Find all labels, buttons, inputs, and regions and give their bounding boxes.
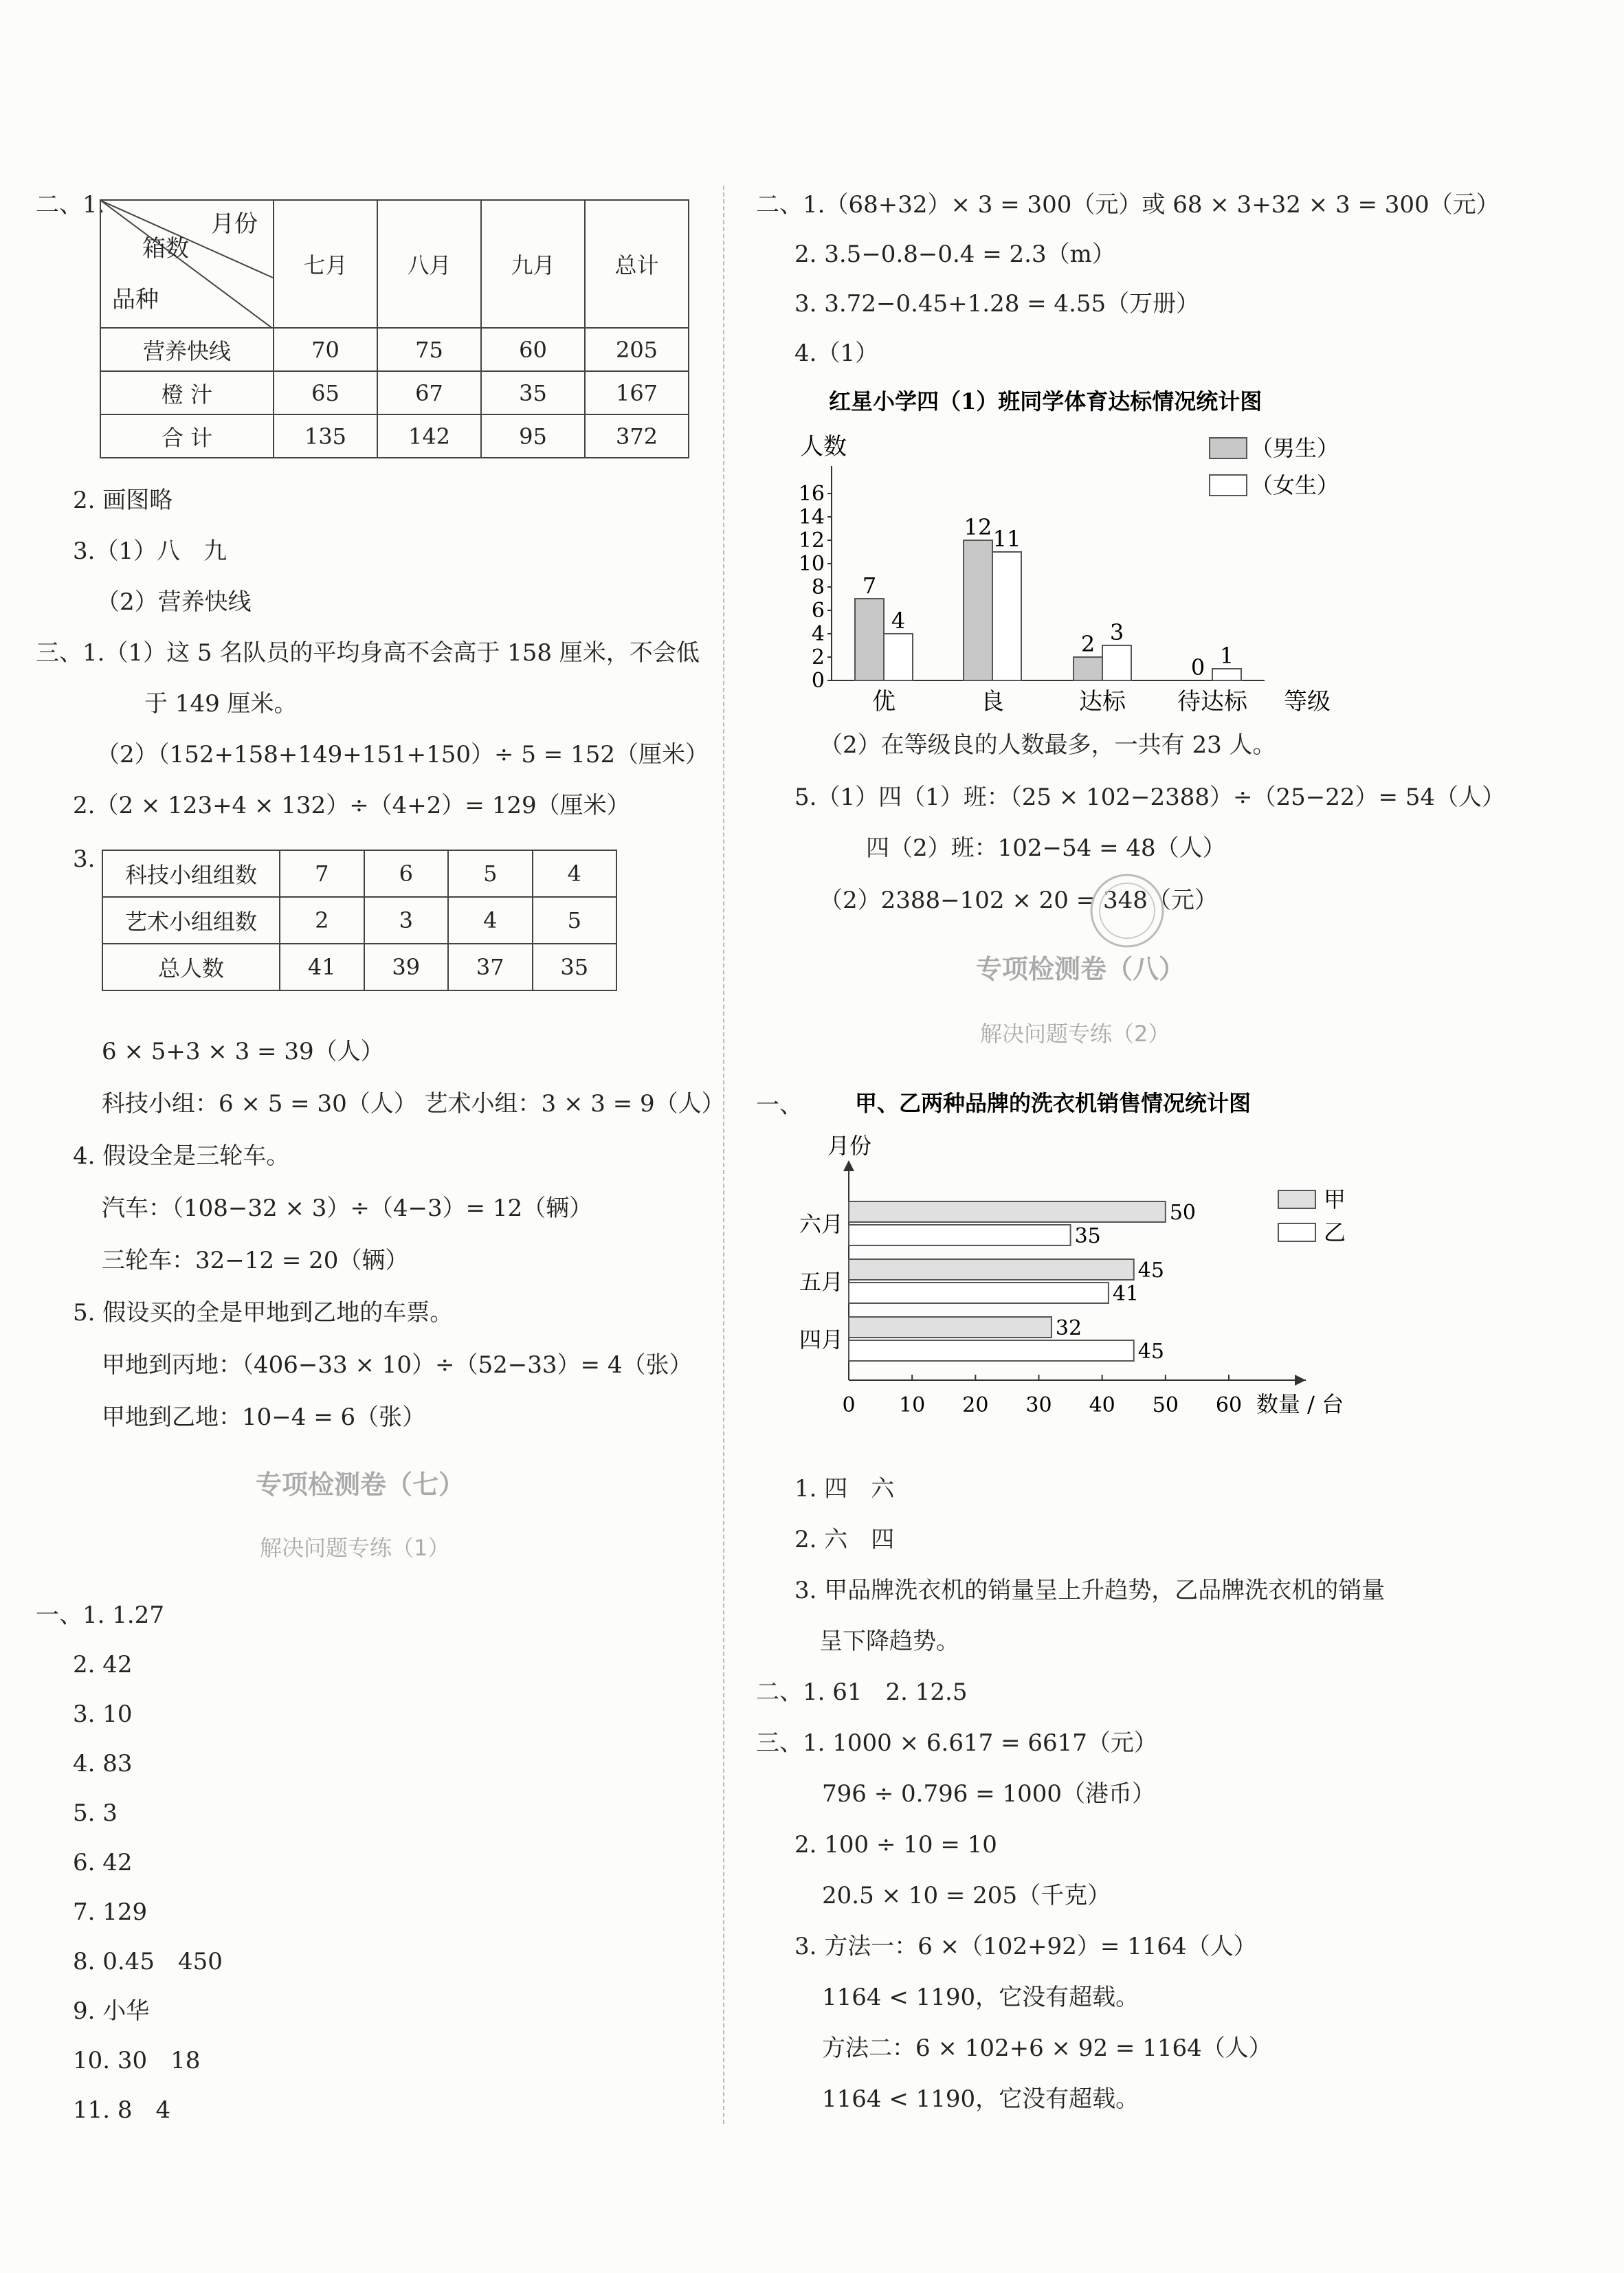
x-axis-arrow [1295,1375,1306,1386]
category-label: 四月 [799,1327,843,1353]
answer-line: 10. 30 18 [73,2047,201,2074]
answer-line: 9. 小华 [73,1997,150,2025]
legend-swatch-boys [1210,438,1247,458]
table-row [102,897,616,944]
bar [849,1283,1109,1303]
answer-line: 796 ÷ 0.796 = 1000（港币） [822,1780,1155,1808]
fitness-bar-chart [783,381,1347,718]
legend-swatch-girls [1210,475,1247,496]
chart-title: 甲、乙两种品牌的洗衣机销售情况统计图 [855,1090,1252,1116]
table-cell: 372 [585,414,689,458]
answer-line: 7. 129 [73,1898,148,1926]
table-row [100,414,689,458]
table-row [100,371,689,414]
bar [1212,669,1241,680]
answer-line: 3. 3.72−0.45+1.28 = 4.55（万册） [794,290,1200,318]
row-label: 艺术小组组数 [102,897,280,944]
table-cell: 37 [448,944,533,990]
answer-line: （2）（152+158+149+151+150）÷ 5 = 152（厘米） [96,741,709,768]
answer-line: （2）2388−102 × 20 = 348（元） [819,887,1218,914]
row-label: 营养快线 [100,328,274,371]
y-tick-label: 8 [811,575,825,599]
bar [849,1317,1052,1338]
row-label: 科技小组组数 [102,850,280,897]
table-cell: 39 [364,944,449,990]
y-axis-arrow [843,1160,854,1171]
bar [849,1225,1071,1245]
answer-line: 2. 画图略 [73,487,173,514]
answer-line: 5.（1）四（1）班：（25 × 102−2388）÷（25−22）= 54（人） [794,784,1506,811]
x-tick-label: 10 [899,1393,926,1416]
answer-line: 科技小组：6 × 5 = 30（人） 艺术小组：3 × 3 = 9（人） [102,1090,725,1118]
x-tick-label: 0 [842,1393,856,1416]
washer-sales-chart [783,1079,1375,1416]
answer-line: 3.（1）八 九 [73,537,227,565]
table-cell: 41 [280,944,364,990]
table-row [100,328,689,371]
x-axis-label: 数量 / 台 [1256,1391,1344,1416]
bar [849,1259,1134,1280]
answer-line: 1. 四 六 [794,1475,895,1503]
answer-line: 3. 10 [73,1700,133,1728]
table-row [102,944,616,990]
bar-value-label: 41 [1112,1282,1139,1306]
section-title: 专项检测卷（七） [256,1470,465,1500]
category-label: 达标 [1079,688,1126,716]
chart-title: 红星小学四（1）班同学体育达标情况统计图 [829,388,1263,414]
table-row [102,850,616,897]
answer-line: 4. 83 [73,1750,133,1777]
x-tick-label: 40 [1089,1393,1115,1416]
answer-line: 2. 3.5−0.8−0.4 = 2.3（m） [794,241,1115,268]
answer-line: （2）在等级良的人数最多，一共有 23 人。 [819,731,1276,759]
bar-value-label: 50 [1169,1201,1197,1225]
y-tick-label: 10 [798,552,825,576]
row-label: 总人数 [102,944,280,990]
y-axis-label: 人数 [800,433,847,461]
x-axis-label: 等级 [1284,688,1331,716]
bar-value-label: 45 [1137,1259,1164,1283]
table-cell: 35 [481,371,585,414]
table-cell: 65 [274,371,377,414]
table-cell: 6 [364,850,449,897]
y-tick-label: 4 [811,622,825,646]
month-header: 七月 [274,200,377,328]
y-axis-label: 月份 [827,1133,872,1159]
answer-line: 三、1.（1）这 5 名队员的平均身高不会高于 158 厘米，不会低 [36,639,700,667]
x-tick-label: 20 [962,1393,989,1416]
table-cell: 75 [377,328,481,371]
bar [849,1201,1166,1222]
answer-line: 汽车：（108−32 × 3）÷（4−3）= 12（辆） [102,1195,593,1222]
table-cell: 35 [533,944,617,990]
corner-boxes: 箱数 [142,235,189,263]
table-cell: 142 [377,414,481,458]
bar [849,1340,1134,1361]
category-label: 优 [872,688,896,716]
answer-line: 甲地到乙地：10−4 = 6（张） [102,1404,426,1431]
bar-value-label: 11 [992,526,1021,552]
answer-line: 3. 甲品牌洗衣机的销量呈上升趋势，乙品牌洗衣机的销量 [794,1577,1386,1604]
answer-line: 1164 < 1190，它没有超载。 [822,2085,1139,2113]
table-cell: 135 [274,414,377,458]
category-label: 六月 [799,1211,843,1237]
answer-line: 于 149 厘米。 [144,690,298,718]
section-title: 专项检测卷（八） [976,954,1186,984]
answer-line: 甲地到丙地：（406−33 × 10）÷（52−33）= 4（张） [102,1351,693,1379]
x-tick-label: 50 [1152,1393,1179,1416]
bar-value-label: 4 [891,608,906,634]
y-tick-label: 2 [811,645,825,669]
y-tick-label: 6 [811,599,825,623]
y-tick-label: 16 [798,482,825,506]
legend-label-girls: （女生） [1251,472,1339,498]
watermark-stamp [1079,866,1175,955]
table-cell: 70 [274,328,377,371]
sales-table [100,199,689,458]
legend-label-boys: （男生） [1251,435,1339,461]
answer-line: 4.（1） [794,340,879,367]
category-label: 五月 [799,1269,843,1295]
bar-value-label: 45 [1137,1340,1164,1364]
corner-variety: 品种 [112,286,159,313]
answer-line: 一、1. 1.27 [36,1601,164,1629]
bar [992,552,1021,680]
month-header: 九月 [481,200,585,328]
bar [964,540,992,680]
table-cell: 2 [280,897,364,944]
answer-line: 二、1.（68+32）× 3 = 300（元）或 68 × 3+32 × 3 = 300（元） [756,191,1500,219]
answer-line: 11. 8 4 [73,2096,171,2124]
answer-line: 4. 假设全是三轮车。 [73,1142,290,1170]
answer-line: 方法二：6 × 102+6 × 92 = 1164（人） [822,2034,1272,2062]
legend-swatch-yi [1278,1223,1315,1241]
table-cell: 205 [585,328,689,371]
bar-value-label: 2 [1080,631,1095,657]
bar [1102,645,1131,680]
table-cell: 167 [585,371,689,414]
answer-line: 20.5 × 10 = 205（千克） [822,1882,1111,1909]
table-cell: 95 [481,414,585,458]
answer-line: 呈下降趋势。 [819,1628,959,1655]
bar-value-label: 0 [1190,654,1205,680]
table-cell: 4 [448,897,533,944]
answer-line: 8. 0.45 450 [73,1948,223,1975]
answer-line: 2.（2 × 123+4 × 132）÷（4+2）= 129（厘米） [73,792,630,819]
section-label: 一、 [756,1091,803,1119]
answer-line: （2）营养快线 [96,588,252,616]
bar [1074,657,1102,680]
corner-month: 月份 [211,210,258,238]
table-cell: 3 [364,897,449,944]
answer-line: 三轮车：32−12 = 20（辆） [102,1247,409,1274]
column-divider [723,186,724,2124]
table-cell: 5 [448,850,533,897]
y-tick-label: 14 [798,505,825,529]
x-tick-label: 30 [1025,1393,1052,1416]
answer-line: 四（2）班：102−54 = 48（人） [866,834,1226,862]
table-cell: 60 [481,328,585,371]
bar-value-label: 35 [1074,1224,1101,1248]
answer-line: 1164 < 1190，它没有超载。 [822,1984,1139,2011]
x-tick-label: 60 [1215,1393,1243,1416]
table-cell: 7 [280,850,364,897]
bar-value-label: 7 [862,573,877,599]
legend-swatch-jia [1278,1190,1315,1208]
answer-line: 6. 42 [73,1849,133,1876]
bar-value-label: 3 [1109,619,1124,645]
table-header-corner [100,200,274,328]
bar-value-label: 32 [1055,1316,1082,1340]
row-label: 合 计 [100,414,274,458]
legend-label-yi: 乙 [1324,1219,1346,1245]
answer-line: 2. 42 [73,1651,133,1678]
q2-1-label: 二、1. [36,191,105,219]
answer-line: 3. [73,845,96,873]
y-tick-label: 0 [811,669,825,693]
month-header: 八月 [377,200,481,328]
table-cell: 4 [533,850,617,897]
month-header: 总计 [585,200,689,328]
legend-label-jia: 甲 [1324,1186,1346,1212]
bar-value-label: 12 [964,514,992,540]
answer-line: 6 × 5+3 × 3 = 39（人） [102,1038,384,1065]
answer-line: 2. 六 四 [794,1526,895,1553]
table-cell: 5 [533,897,617,944]
bar [884,634,913,680]
answer-line: 3. 方法一：6 ×（102+92）= 1164（人） [794,1933,1257,1960]
group-table [102,850,617,991]
answer-line: 5. 假设买的全是甲地到乙地的车票。 [73,1299,454,1327]
category-label: 待达标 [1177,688,1247,716]
answer-line: 5. 3 [73,1799,118,1827]
category-label: 良 [981,688,1004,716]
row-label: 橙 汁 [100,371,274,414]
table-cell: 67 [377,371,481,414]
bar [855,599,884,680]
answer-line: 2. 100 ÷ 10 = 10 [794,1831,997,1859]
y-tick-label: 12 [798,529,825,553]
section-subtitle: 解决问题专练（2） [980,1021,1170,1047]
bar-value-label: 1 [1219,643,1234,669]
section-subtitle: 解决问题专练（1） [260,1535,450,1561]
answer-line: 二、1. 61 2. 12.5 [756,1678,968,1706]
answer-line: 三、1. 1000 × 6.617 = 6617（元） [756,1729,1157,1757]
